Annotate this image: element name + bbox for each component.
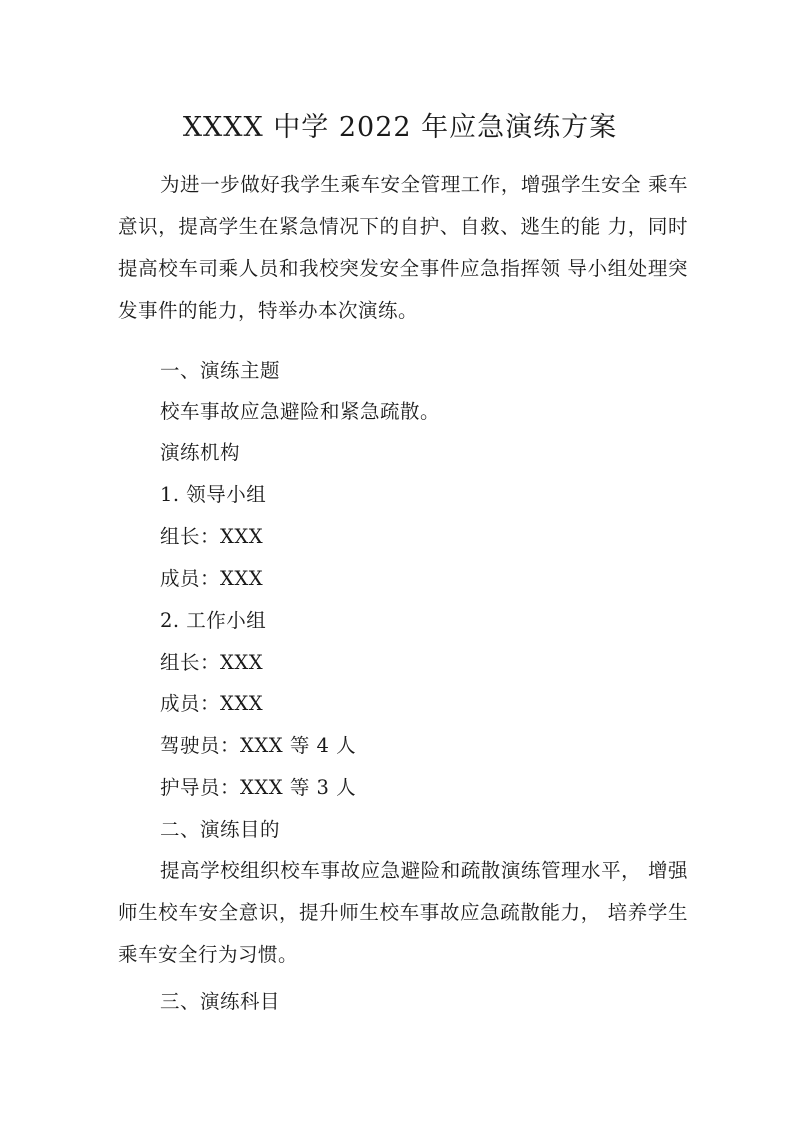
group1-leader: 组长：XXX	[160, 525, 264, 548]
group1-members: 成员：XXX	[160, 567, 264, 590]
escorts-line: 护导员：XXX 等 3 人	[160, 776, 357, 799]
group2-heading: 2. 工作小组	[160, 609, 267, 632]
drivers-line: 驾驶员：XXX 等 4 人	[160, 734, 357, 757]
org-heading: 演练机构	[160, 441, 241, 464]
group2-leader: 组长：XXX	[160, 651, 264, 674]
section2-paragraph: 提高学校组织校车事故应急避险和疏散演练管理水平， 增强师生校车安全意识，提升师生校车事故应急疏散能力， 培养学生乘车安全行为习惯。	[118, 859, 688, 966]
section2-heading: 二、演练目的	[160, 818, 281, 841]
section3-heading: 三、演练科目	[160, 990, 281, 1013]
group1-heading: 1. 领导小组	[160, 483, 267, 506]
section1-heading: 一、演练主题	[160, 359, 281, 382]
group2-members: 成员：XXX	[160, 692, 264, 715]
section1-text: 校车事故应急避险和紧急疏散。	[160, 400, 441, 423]
intro-paragraph: 为进一步做好我学生乘车安全管理工作，增强学生安全 乘车意识，提高学生在紧急情况下的自护、自救、逃生的能 力，同时提高校车司乘人员和我校突发安全事件应急指挥领 导小组处理突发事件的能力，特举办本次演练。	[118, 173, 688, 322]
document-title: XXXX 中学 2022 年应急演练方案	[182, 112, 618, 143]
